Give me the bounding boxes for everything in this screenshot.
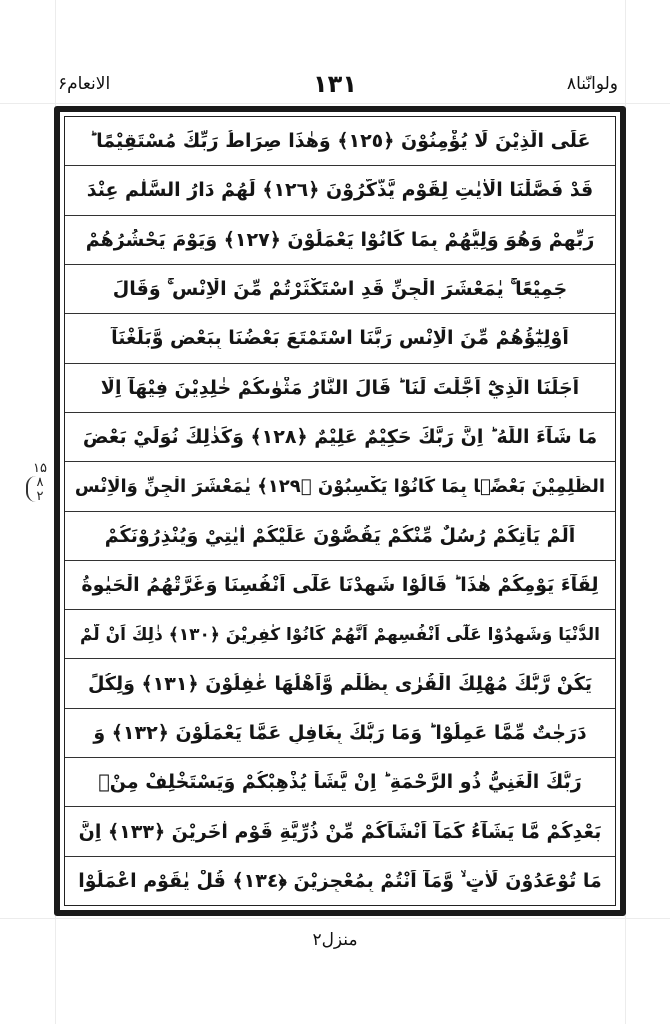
- manzil-label: منزل۲: [312, 930, 358, 950]
- text-line: [65, 265, 615, 314]
- line-text-3: رَبِّهِمْ وَهُوَ وَلِيُّهُمْ بِمَا كَانُوْا يَعْمَلُوْنَ ﴿١٢٧﴾ وَيَوْمَ يَحْشُرُهُمْ: [85, 228, 595, 251]
- text-line: [65, 166, 615, 215]
- line-text-15: بَعْدِكُمْ مَّا يَشَآءُ كَمَآ اَنْشَاَكُمْ مِّنْ ذُرِّيَّةِ قَوْمٍ اٰخَرِيْنَ ﴿١٣٣﴾ اِنَّ: [78, 820, 602, 843]
- text-line: [65, 610, 615, 659]
- line-text-2: قَدْ فَصَّلْنَا الْاٰيٰتِ لِقَوْمٍ يَّذَّكَّرُوْنَ ﴿١٢٦﴾ لَهُمْ دَارُ السَّلٰمِ عِنْدَ: [86, 179, 594, 202]
- text-line: [65, 314, 615, 363]
- line-text-1: عَلَى الَّذِيْنَ لَا يُؤْمِنُوْنَ ﴿١٢٥﴾ وَهٰذَا صِرَاطُ رَبِّكَ مُسْتَقِيْمًا ؕ: [89, 130, 591, 153]
- ruku-bracket-icon: [26, 476, 42, 502]
- text-frame: [54, 106, 626, 916]
- text-line: [65, 216, 615, 265]
- page-guide-bottom: [0, 918, 670, 919]
- text-line: [65, 758, 615, 807]
- text-line: [65, 659, 615, 708]
- line-text-4: جَمِيْعًا ۚ يٰمَعْشَرَ الْجِنِّ قَدِ اسْتَكْثَرْتُمْ مِّنَ الْاِنْسِ ۚ وَقَالَ: [112, 278, 568, 301]
- line-text-7: مَا شَآءَ اللّٰهُ ؕ اِنَّ رَبَّكَ حَكِيْمٌ عَلِيْمٌ ﴿١٢٨﴾ وَكَذٰلِكَ نُوَلِّيْ بَعْضَ: [82, 426, 598, 449]
- text-line: [65, 561, 615, 610]
- surah-name: الانعام۶: [58, 74, 111, 94]
- text-line: [65, 413, 615, 462]
- line-text-14: رَبُّكَ الْغَنِيُّ ذُو الرَّحْمَةِ ؕ اِنْ يَّشَاْ يُذْهِبْكُمْ وَيَسْتَخْلِفْ مِنْۢ: [98, 771, 582, 794]
- page-number: ۱۳۱: [313, 70, 357, 98]
- line-text-6: اَجَلَنَا الَّذِيْٓ اَجَّلْتَ لَنَا ؕ قَالَ النَّارُ مَثْوٰىكُمْ خٰلِدِيْنَ فِيْهَآ اِلَّا: [100, 376, 580, 399]
- line-text-11: الدُّنْيَا وَشَهِدُوْا عَلٰٓى اَنْفُسِهِمْ اَنَّهُمْ كَانُوْا كٰفِرِيْنَ ﴿١٣٠﴾ ذٰلِكَ اَنْ لَّمْ: [79, 624, 601, 645]
- line-text-9: اَلَمْ يَاْتِكُمْ رُسُلٌ مِّنْكُمْ يَقُصُّوْنَ عَلَيْكُمْ اٰيٰتِيْ وَيُنْذِرُوْنَكُمْ: [104, 524, 576, 547]
- line-text-12: يَكُنْ رَّبُّكَ مُهْلِكَ الْقُرٰى بِظُلْمٍ وَّاَهْلُهَا غٰفِلُوْنَ ﴿١٣١﴾ وَلِكُلٍّ: [87, 672, 593, 695]
- line-text-8: الظّٰلِمِيْنَ بَعْضًۢا بِمَا كَانُوْا يَكْسِبُوْنَ ﴿١٢٩﴾ يٰمَعْشَرَ الْجِنِّ وَالْاِنْسِ: [74, 475, 606, 497]
- line-text-10: لِقَآءَ يَوْمِكُمْ هٰذَا ؕ قَالُوْا شَهِدْنَا عَلٰٓى اَنْفُسِنَا وَغَرَّتْهُمُ الْحَيٰوةُ: [81, 573, 599, 596]
- text-line: [65, 857, 615, 905]
- text-line: [65, 364, 615, 413]
- text-line: [65, 512, 615, 561]
- text-line: [65, 807, 615, 856]
- page-guide-top: [0, 103, 670, 104]
- text-line: [65, 709, 615, 758]
- line-text-13: دَرَجٰتٌ مِّمَّا عَمِلُوْا ؕ وَمَا رَبُّكَ بِغَافِلٍ عَمَّا يَعْمَلُوْنَ ﴿١٣٢﴾ وَ: [93, 721, 587, 744]
- text-lines-container: [64, 116, 616, 906]
- text-line: [65, 117, 615, 166]
- line-text-5: اَوْلِيٰٓؤُهُمْ مِّنَ الْاِنْسِ رَبَّنَا اسْتَمْتَعَ بَعْضُنَا بِبَعْضٍ وَّبَلَغْنَآ: [111, 327, 569, 350]
- ruku-marker: ۱۵ ۸ ۲: [33, 461, 47, 504]
- line-text-16: مَا تُوْعَدُوْنَ لَاٰتٍ ۙ وَّمَآ اَنْتُمْ بِمُعْجِزِيْنَ ﴿١٣٤﴾ قُلْ يٰقَوْمِ اعْمَلُوْا: [78, 869, 602, 892]
- text-line: [65, 462, 615, 511]
- juz-name: ولوانّنا۸: [566, 74, 618, 94]
